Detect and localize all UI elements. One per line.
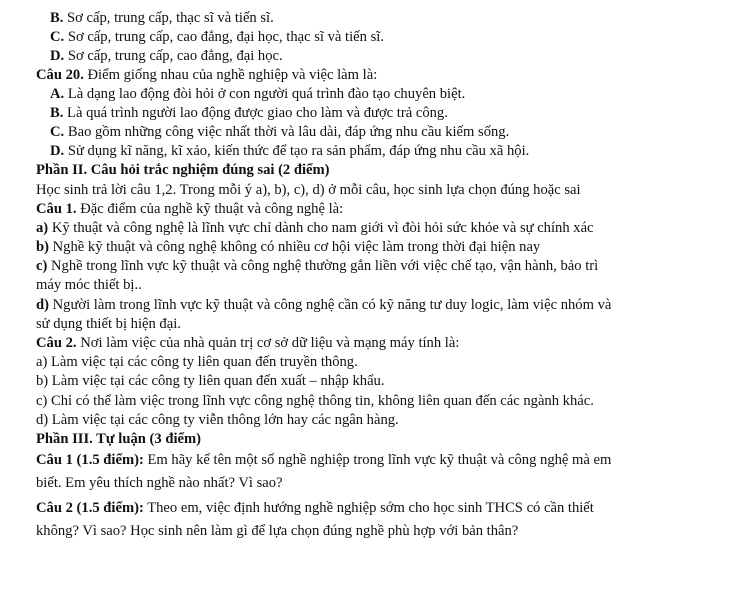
question-label: Câu 2 (1.5 điểm):	[36, 500, 144, 516]
p2-q1-item-b	[36, 238, 540, 256]
part3-heading: Phần III. Tự luận (3 điểm)	[36, 431, 202, 447]
p3-q1-line1	[36, 451, 611, 469]
item-key: d)	[36, 297, 49, 313]
p3-q2-line2: không? Vì sao? Học sinh nên làm gì để lựa chọn đúng nghề phù hợp với bản thân?	[36, 523, 519, 539]
question-text: Em hãy kể tên một số nghề nghiệp trong lĩnh vực kỹ thuật và công nghệ mà em	[143, 452, 612, 468]
q20-option-d	[50, 142, 529, 160]
option-key: B.	[50, 10, 64, 26]
option-text: Bao gồm những công việc nhất thời và lâu dài, đáp ứng nhu cầu kiếm sống.	[64, 124, 510, 140]
question-label: Câu 20.	[36, 67, 84, 83]
option-key: D.	[50, 143, 65, 159]
option-text: Sơ cấp, trung cấp, thạc sĩ và tiến sĩ.	[63, 10, 274, 26]
question-label: Câu 2.	[36, 335, 77, 351]
item-key: c)	[36, 258, 48, 274]
option-text: Là quá trình người lao động được giao cho làm và được trả công.	[63, 105, 448, 121]
question-text: Nơi làm việc của nhà quản trị cơ sở dữ liệu và mạng máy tính là:	[76, 335, 460, 351]
question-label: Câu 1 (1.5 điểm):	[36, 452, 144, 468]
q20-option-b	[50, 104, 448, 122]
p2-q2-item-d: d) Làm việc tại các công ty viễn thông lớn hay các ngân hàng.	[36, 412, 399, 428]
p2-q1-item-c-cont: máy móc thiết bị..	[36, 277, 142, 293]
p2-q2-item-c: c) Chỉ có thể làm việc trong lĩnh vực công nghệ thông tin, không liên quan đến các ngành khác.	[36, 393, 594, 409]
p2-q1-item-d	[36, 296, 611, 314]
option-text: Sơ cấp, trung cấp, cao đẳng, đại học.	[64, 48, 283, 64]
p2-q2-stem	[36, 334, 459, 352]
p2-q1-stem	[36, 200, 343, 218]
option-text: Sơ cấp, trung cấp, cao đẳng, đại học, thạc sĩ và tiến sĩ.	[64, 29, 384, 45]
part2-heading: Phần II. Câu hỏi trắc nghiệm đúng sai (2 điểm)	[36, 162, 330, 178]
q19-option-b	[50, 9, 274, 27]
question-text: Đặc điểm của nghề kỹ thuật và công nghệ là:	[76, 201, 344, 217]
question-text: Điểm giống nhau của nghề nghiệp và việc làm là:	[83, 67, 378, 83]
q19-option-d	[50, 47, 283, 65]
option-key: D.	[50, 48, 65, 64]
item-text: Kỹ thuật và công nghệ là lĩnh vực chỉ dành cho nam giới vì đòi hỏi sức khỏe và sự chính xác	[48, 220, 594, 236]
p2-q1-item-d-cont: sử dụng thiết bị hiện đại.	[36, 316, 181, 332]
p3-q1-line2: biết. Em yêu thích nghề nào nhất? Vì sao?	[36, 475, 283, 491]
option-key: C.	[50, 29, 65, 45]
p2-q1-item-c	[36, 257, 598, 275]
item-text: Nghề trong lĩnh vực kỹ thuật và công nghệ thường gắn liền với việc chế tạo, vận hành, bảo trì	[47, 258, 599, 274]
option-text: Sử dụng kĩ năng, kĩ xảo, kiến thức để tạo ra sản phẩm, đáp ứng nhu cầu xã hội.	[64, 143, 530, 159]
part2-instruction: Học sinh trả lời câu 1,2. Trong mỗi ý a), b), c), d) ở mỗi câu, học sinh lựa chọn đúng hoặc sai	[36, 182, 581, 198]
item-text: Nghề kỹ thuật và công nghệ không có nhiều cơ hội việc làm trong thời đại hiện nay	[48, 239, 541, 255]
p3-q2-line1	[36, 499, 594, 517]
question-text: Theo em, việc định hướng nghề nghiệp sớm cho học sinh THCS có cần thiết	[143, 500, 594, 516]
item-text: Người làm trong lĩnh vực kỹ thuật và công nghệ cần có kỹ năng tư duy logic, làm việc nhóm và	[48, 297, 612, 313]
q20-option-a	[50, 85, 465, 103]
p2-q1-item-a	[36, 219, 594, 237]
p2-q2-item-b: b) Làm việc tại các công ty liên quan đến xuất – nhập khẩu.	[36, 373, 385, 389]
option-text: Là dạng lao động đòi hỏi ở con người quá trình đào tạo chuyên biệt.	[64, 86, 466, 102]
question-label: Câu 1.	[36, 201, 77, 217]
option-key: A.	[50, 86, 65, 102]
option-key: B.	[50, 105, 64, 121]
item-key: b)	[36, 239, 49, 255]
p2-q2-item-a: a) Làm việc tại các công ty liên quan đến truyền thông.	[36, 354, 358, 370]
q20-option-c	[50, 123, 509, 141]
item-key: a)	[36, 220, 49, 236]
option-key: C.	[50, 124, 65, 140]
q19-option-c	[50, 28, 384, 46]
q20-stem	[36, 66, 377, 84]
